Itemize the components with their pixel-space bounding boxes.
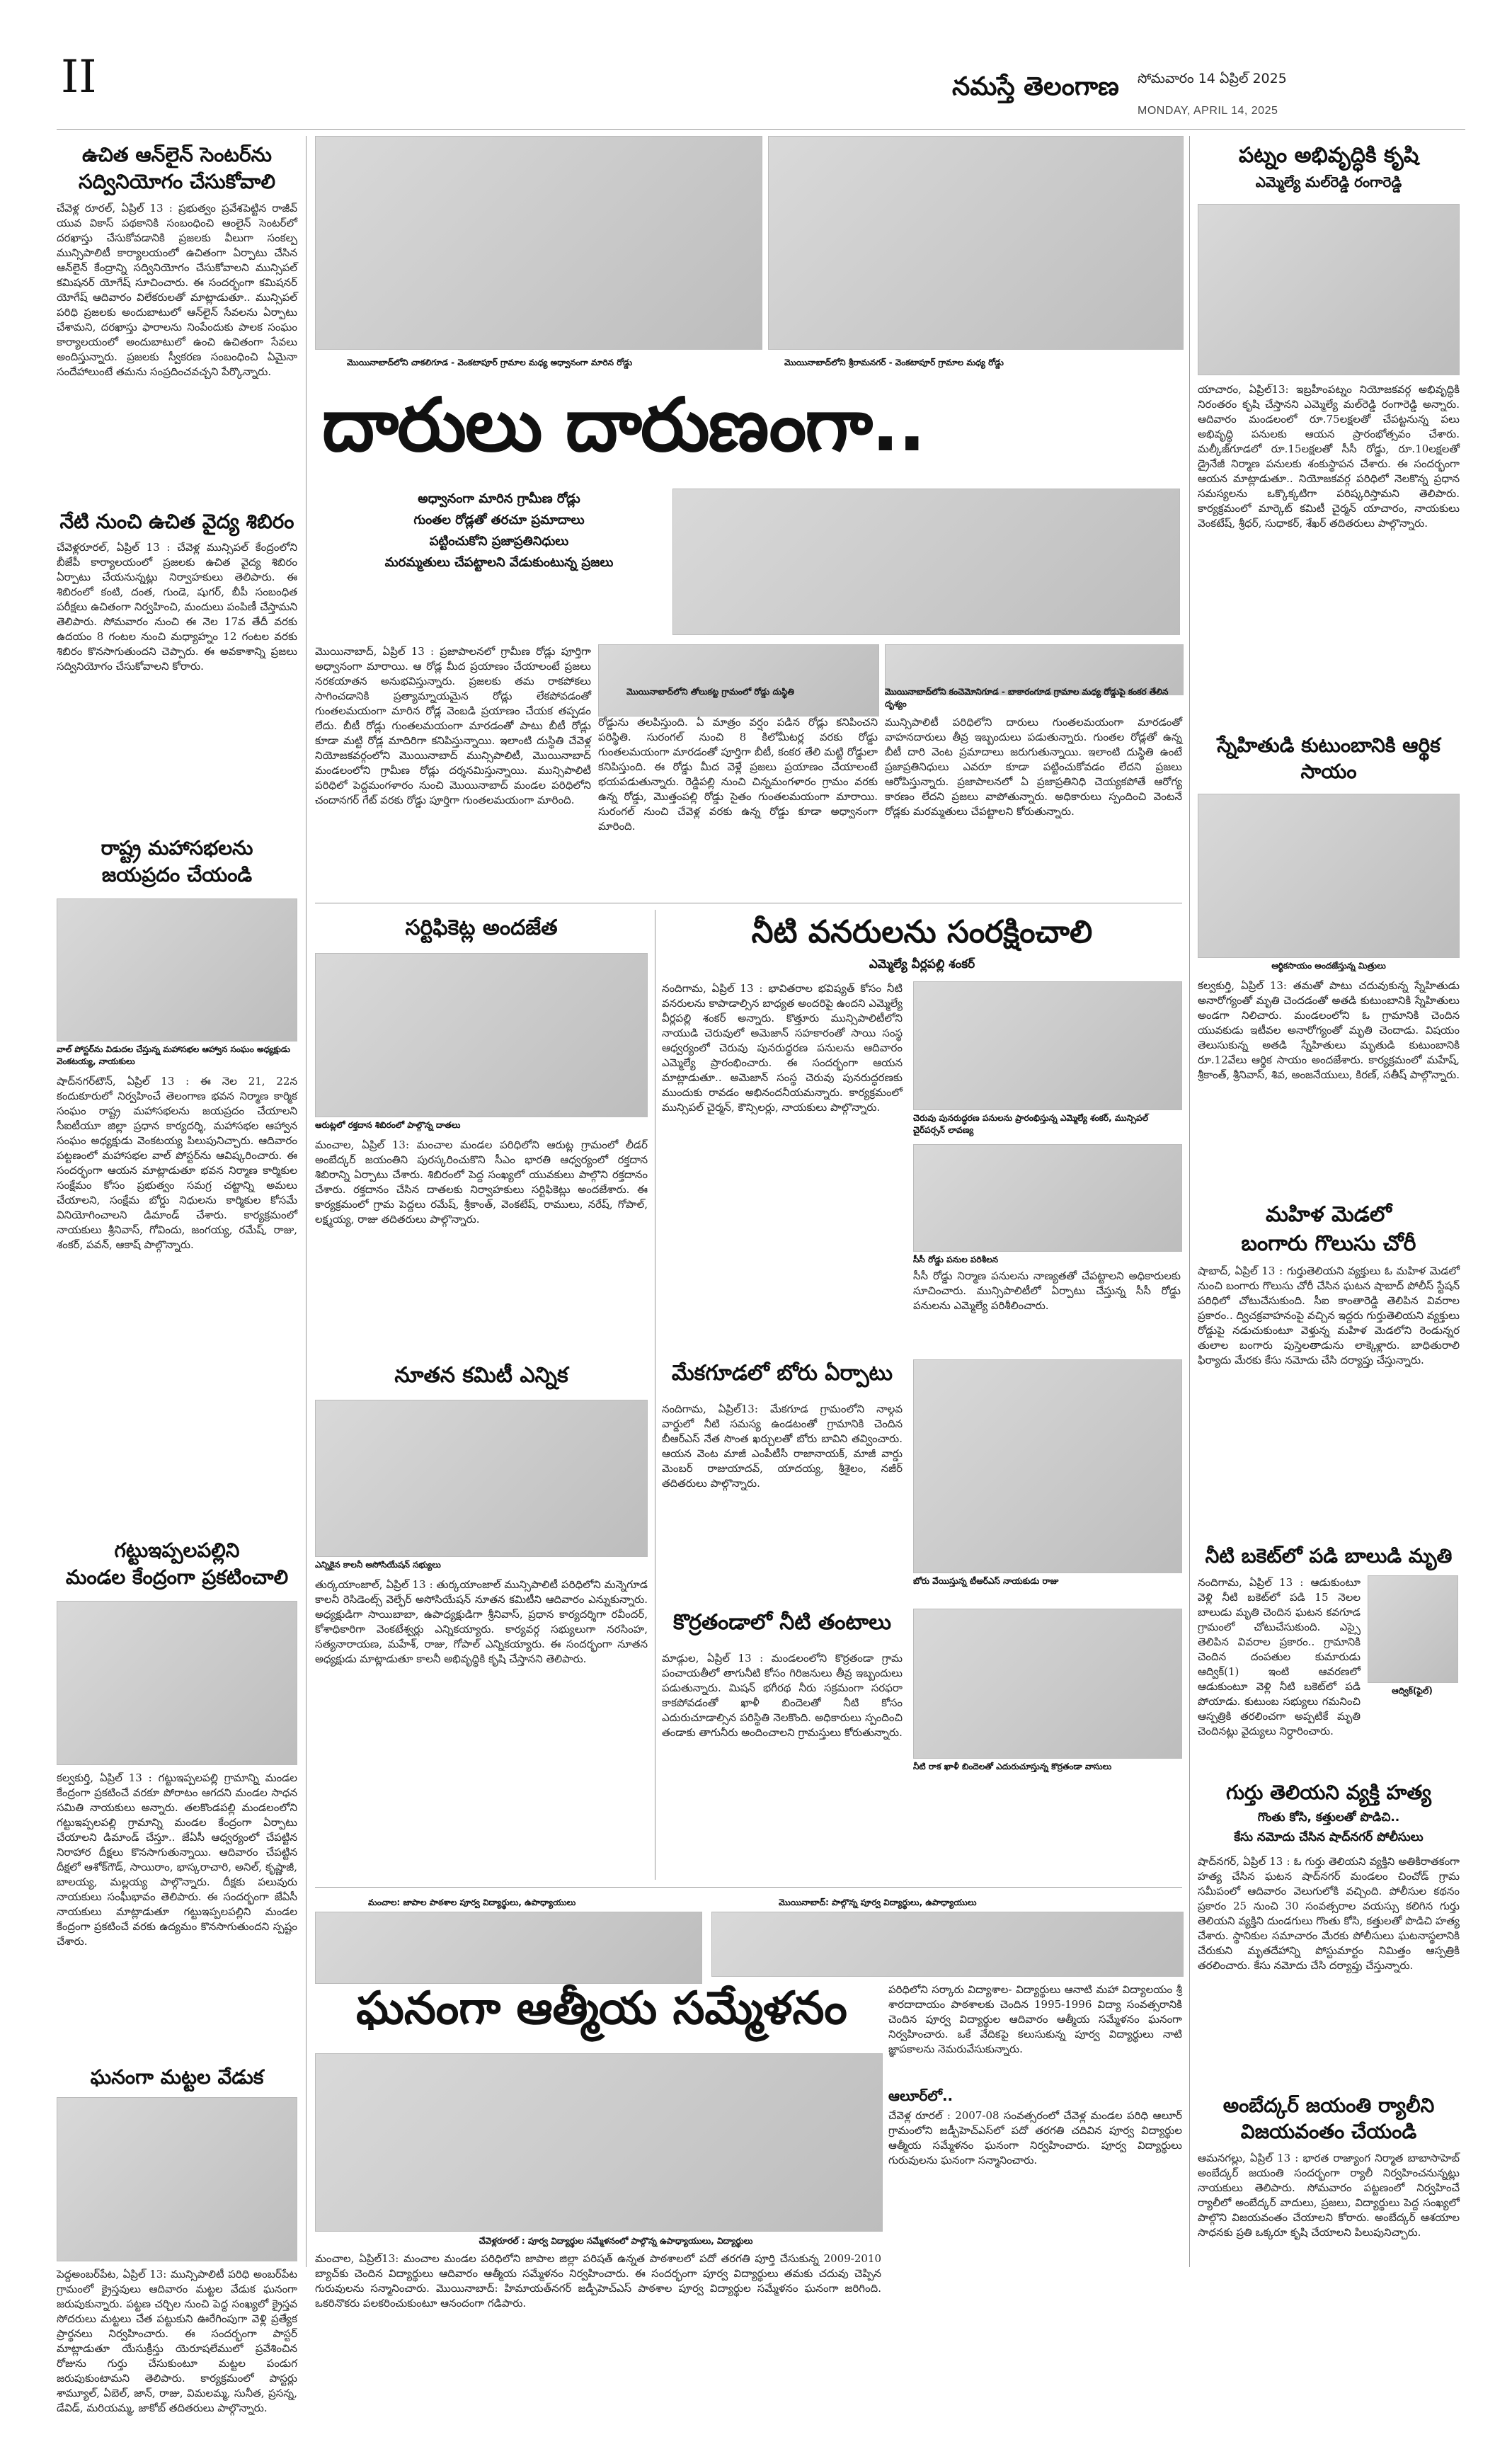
article-title: మండల కేంద్రంగా ప్రకటించాలి bbox=[65, 1565, 289, 1589]
photo-caption: మొయినాబాద్‌లోని చాకలిగూడ - వెంకటాపూర్ గ్రామాల మధ్య అధ్వానంగా మారిన రోడ్డు bbox=[347, 358, 633, 367]
photo-caption: మొయినాబాద్‌లోని తోలుకట్ట గ్రామంలో రోడ్డు దుస్థితి bbox=[626, 687, 794, 697]
article-subtitle: ఆలూర్‌లో.. bbox=[888, 2087, 953, 2104]
feature-body: మంచాల, ఏప్రిల్13: మంచాల మండల పరిధిలోని జాపాల జిల్లా పరిషత్ ఉన్నత పాఠశాలలో పదో తరగతి పూర్తి చేసుకున్న 2009-2010 బ్యాచ్‌కు చెందిన విద్యార్థులు ఆదివారం ఆత్మీయ సమ్మేళనం నిర్వహించారు. ఈ సందర్భంగా పూర్వ విద్యార్థులు తమకు చదువు చెప్పిన గురువులను సన్మానించారు. మొయినాబాద్: హిమాయత్‌నగర్ జడ్పీహెచ్ఎస్ పాఠశాల పూర్వ విద్యార్థుల సమ్మేళనం ఘనంగా జరిగింది. ఒకరినొకరు పలకరించుకుంటూ ఆనందంగా గడిపారు. bbox=[315, 2252, 881, 2310]
article-title: అంబేద్కర్ జయంతి ర్యాలీని bbox=[1222, 2093, 1435, 2117]
article-title: గట్టుఇప్పలపల్లిని bbox=[114, 1538, 240, 1562]
article-subtitle: గొంతు కోసి, కత్తులతో పొడిచి.. bbox=[1257, 1810, 1400, 1825]
article-body: మంచాల, ఏప్రిల్ 13: మంచాల మండల పరిధిలోని ఆరుట్ల గ్రామంలో లీడర్ అంబేద్కర్ జయంతిని పురస్కరించుకొని సీఎం భారతి ఆధ్వర్యంలో రక్తదాన శిబిరాన్ని ఏర్పాటు చేశారు. శిబిరంలో పెద్ద సంఖ్యలో యువకులు పాల్గొని రక్తదానం చేశారు. రక్తదానం చేసిన దాతలకు నిర్వాహకులు సర్టిఫికెట్లు అందజేశారు. ఈ కార్యక్రమంలో గ్రామ పెద్దలు రమేష్, శ్రీకాంత్, వెంకటేష్, రాములు, నరేష్, గోపాల్, లక్ష్మయ్య, రాజు తదితరులు పాల్గొన్నారు. bbox=[315, 1138, 648, 1226]
feature-photo-mid bbox=[598, 644, 879, 717]
photo-caption: మొయినాబాద్‌లోని శ్రీరామనగర్ - వెంకటాపూర్ గ్రామాల మధ్య రోడ్డు bbox=[784, 358, 1004, 367]
article-body: మాడ్గుల, ఏప్రిల్ 13 : మండలంలోని కొర్రతండా గ్రామ పంచాయతీలో తాగునీటి కోసం గిరిజనులు తీవ్ర ఇబ్బందులు పడుతున్నారు. మిషన్ భగీరథ నీరు సక్రమంగా సరఫరా కాకపోవడంతో ఖాళీ బిందెలతో నీటి కోసం ఎదురుచూడాల్సిన పరిస్థితి నెలకొంది. అధికారులు స్పందించి తండాకు తాగునీరు అందించాలని గ్రామస్తులు కోరుతున్నారు. bbox=[662, 1652, 903, 1740]
feature-photo-bottom bbox=[315, 2053, 883, 2232]
article-title: సర్టిఫికెట్ల అందజేత bbox=[405, 915, 558, 940]
deck-line: అధ్వానంగా మారిన గ్రామీణ రోడ్లు bbox=[418, 491, 580, 506]
photo-caption: సీసీ రోడ్డు పనుల పరిశీలన bbox=[913, 1255, 999, 1265]
masthead-rule bbox=[57, 129, 1465, 130]
article-title: ఉచిత ఆన్‌లైన్ సెంటర్‌ను bbox=[82, 143, 272, 166]
article-photo bbox=[913, 1144, 1182, 1252]
article-title: పట్నం అభివృద్ధికి కృషి bbox=[1238, 143, 1419, 168]
article-photo bbox=[57, 1601, 297, 1765]
article-body: తుర్కయాంజాల్, ఏప్రిల్ 13 : తుర్కయాంజాల్ మున్సిపాలిటీ పరిధిలోని మన్నెగూడ కాలనీ రెసిడెంట్స్ వెల్ఫేర్ అసోసియేషన్ నూతన కమిటీని ఆదివారం ఎన్నుకున్నారు. అధ్యక్షుడిగా సాయిబాబా, ఉపాధ్యక్షుడిగా శ్రీనివాస్, ప్రధాన కార్యదర్శిగా రవీందర్, కోశాధికారిగా వెంకటేశ్వర్లు ఎన్నికయ్యారు. కార్యవర్గ సభ్యులుగా నరసింహ, సత్యనారాయణ, మహేశ్, రాజు, గోపాల్ ఎన్నికయ్యారు. ఈ సందర్భంగా నూతన అధ్యక్షుడు మాట్లాడుతూ కాలనీ అభివృద్ధికి కృషి చేస్తానని తెలిపారు. bbox=[315, 1578, 648, 1665]
article-title: గుర్తు తెలియని వ్యక్తి హత్య bbox=[1226, 1780, 1431, 1804]
article-photo bbox=[913, 1609, 1182, 1759]
article-title: విజయవంతం చేయండి bbox=[1240, 2120, 1417, 2144]
feature-body: మున్సిపాలిటీ పరిధిలోని దారులు గుంతలమయంగా మారడంతో వాహనదారులు తీవ్ర ఇబ్బందులు పడుతున్నారు. గుంతల రోడ్లతో ఉన్న బీటీ దారి వెంట ప్రమాదాలు జరుగుతున్నాయి. ఇలాంటి దుస్థితి ఉంటే ప్రజాప్రతినిధులు ఎవరూ కూడా పట్టించుకోవడం లేదని ప్రజలు ఆరోపిస్తున్నారు. ప్రజాపాలనలో ఏ ప్రజాప్రతినిధి చెయ్యకపోతే ఆరోగ్య కారణం లేదని ప్రజలు వాపోతున్నారు. అధికారులు స్పందించి వెంటనే రోడ్లకు మరమ్మతులు చేపట్టాలని కోరుతున్నారు. bbox=[885, 716, 1182, 818]
article-subtitle: కేసు నమోదు చేసిన షాద్‌నగర్ పోలీసులు bbox=[1234, 1830, 1424, 1844]
photo-caption: వాల్ పోస్టర్‌ను విడుదల చేస్తున్న మహాసభల ఆహ్వాన సంఘం అధ్యక్షుడు వెంకటయ్య, నాయకులు bbox=[57, 1044, 290, 1066]
date-telugu: సోమవారం 14 ఏప్రిల్ 2025 bbox=[1138, 71, 1287, 86]
article-photo bbox=[913, 1359, 1182, 1573]
article-title: రాష్ట్ర మహాసభలను bbox=[101, 836, 253, 860]
photo-caption: ఆద్విక్(ఫైల్) bbox=[1392, 1685, 1433, 1696]
article-photo bbox=[1198, 794, 1460, 958]
feature-photo-left bbox=[315, 1912, 702, 1984]
photo-caption: నీటి రాక ఖాళీ బిందెలతో ఎదురుచూస్తున్న కొర్రతండా వాసులు bbox=[913, 1762, 1112, 1772]
article-body: చేవెళ్ల రూరల్, ఏప్రిల్ 13 : ప్రభుత్వం ప్రవేశపెట్టిన రాజీవ్ యువ వికాస్ పథకానికి సంబంధించి ఆంలైన్ సెంటర్‌లో దరఖాస్తు చేసుకోవడానికి ప్రజలకు వీలుగా సంకల్ప మున్సిపాలిటీ కార్యాలయంలో ఉచితంగా ఏర్పాటు చేసిన ఆన్‌లైన్ కేంద్రాన్ని సద్వినియోగం చేసుకోవాలని మున్సిపల్ కమిషనర్ యోగేష్ సూచించారు. ఈ సందర్భంగా కమిషనర్ యోగేష్ ఆదివారం విలేకరులతో మాట్లాడుతూ.. మున్సిపల్ పరిధి ప్రజలకు అందుబాటులో ఆన్‌లైన్ సేవలను ఏర్పాటు చేశామని, దరఖాస్తు ఫారాలను నింపేందుకు పాలక సంఘం కార్యాలయంలో అందుబాటులో ఉంచి ఉచితంగా సేవలు అందిస్తున్నారు. ప్రజలకు స్వీకరణ సంబంధించి ఏమైనా సందేహాలుంటే తమను సంప్రదించవచ్చని పేర్కొన్నారు. bbox=[57, 201, 297, 378]
article-title: మేకగూడలో బోరు ఏర్పాటు bbox=[671, 1361, 893, 1386]
article-body: షాద్‌నగర్‌టౌన్, ఏప్రిల్ 13 : ఈ నెల 21, 22న కందుకూరులో నిర్వహించే తెలంగాణ భవన నిర్మాణ కార్మిక సంఘం రాష్ట్ర మహాసభలను జయప్రదం చేయాలని సీఐటీయూ జిల్లా ప్రధాన కార్యదర్శి, మహాసభల ఆహ్వాన సంఘం అధ్యక్షుడు వెంకటయ్య పిలుపునిచ్చారు. ఆదివారం పట్టణంలో మహాసభల వాల్ పోస్టర్‌ను ఆవిష్కరించారు. ఈ సందర్భంగా ఆయన మాట్లాడుతూ భవన నిర్మాణ కార్మికుల సంక్షేమం కోసం ప్రభుత్వం సమగ్ర చట్టాన్ని అమలు చేయాలని, సంక్షేమ బోర్డు నిధులను కార్మికుల కోసమే వినియోగించాలని డిమాండ్ చేశారు. కార్యక్రమంలో నాయకులు శ్రీనివాస్, గోవిందు, జంగయ్య, రమేష్, రాజు, శంకర్, పవన్, ఆకాష్ పాల్గొన్నారు. bbox=[57, 1074, 297, 1251]
newspaper-name: నమస్తే తెలంగాణ bbox=[952, 72, 1119, 101]
page-number: II bbox=[61, 51, 97, 103]
article-title: బంగారు గొలుసు చోరీ bbox=[1241, 1231, 1416, 1256]
middle-right-column bbox=[662, 910, 1182, 1880]
article-photo bbox=[315, 953, 648, 1117]
photo-caption: చేవెళ్లరూరల్ : పూర్వ విద్యార్థుల సమ్మేళనంలో పాల్గొన్న ఉపాధ్యాయులు, విద్యార్థులు bbox=[479, 2236, 753, 2246]
photo-caption: ఆర్థికసాయం అందజేస్తున్న మిత్రులు bbox=[1271, 961, 1386, 971]
article-body: యాచారం, ఏప్రిల్13: ఇబ్రహీంపట్నం నియోజకవర్గ అభివృద్ధికి నిరంతరం కృషి చేస్తానని ఎమ్మెల్యే మల్‌రెడ్డి రంగారెడ్డి అన్నారు. ఆదివారం మండలంలో రూ.75లక్షలతో చేపట్టనున్న పలు అభివృద్ధి పనులకు ఆయన ప్రారంభోత్సవం చేశారు. మల్కీజ్‌గూడలో రూ.15లక్షలతో సీసీ రోడ్డు, రూ.10లక్షలతో డ్రైనేజీ నిర్మాణ పనులకు శంకుస్థాపన చేశారు. ఈ సందర్భంగా ఆయన మాట్లాడుతూ.. నియోజకవర్గ పరిధిలో నెలకొన్న ప్రధాన సమస్యలను ఒక్కొక్కటిగా పరిష్కరిస్తామని తెలిపారు. కార్యక్రమంలో మార్కెట్ కమిటీ చైర్మన్ యాచారం, నాయకులు వెంకటేష్, శ్రీధర్, సుధాకర్, శేఖర్ తదితరులు పాల్గొన్నారు. bbox=[1198, 382, 1460, 530]
article-body: షాబాద్, ఏప్రిల్ 13 : గుర్తుతెలియని వ్యక్తులు ఓ మహిళ మెడలో నుంచి బంగారు గొలుసు చోరీ చేసిన ఘటన షాబాద్ పోలీస్ స్టేషన్ పరిధిలో చోటుచేసుకుంది. సీఐ కాంతారెడ్డి తెలిపిన వివరాల ప్రకారం.. ద్విచక్రవాహనంపై వచ్చిన ఇద్దరు గుర్తుతెలియని వ్యక్తులు రోడ్డుపై నడుచుకుంటూ వెళ్తున్న మహిళ మెడలోని రెండున్నర తులాల బంగారు పుస్తెలతాడును లాక్కెళ్లారు. బాధితురాలి ఫిర్యాదు మేరకు కేసు నమోదు చేసి దర్యాప్తు చేస్తున్నారు. bbox=[1198, 1265, 1460, 1367]
photo-caption: మంచాల: జాపాల పాఠశాల పూర్వ విద్యార్థులు, ఉపాధ్యాయులు bbox=[368, 1897, 576, 1907]
photo-caption: చెరువు పునరుద్ధరణ పనులను ప్రారంభిస్తున్న ఎమ్మెల్యే శంకర్, మున్సిపల్ చైర్‌పర్సన్ లావణ్య bbox=[913, 1113, 1148, 1136]
feature-photo-left bbox=[315, 136, 762, 350]
article-title: మహిళ మెడలో bbox=[1266, 1202, 1392, 1228]
article-title: ఘనంగా మట్టల వేడుక bbox=[90, 2065, 264, 2089]
feature-headline: ఘనంగా ఆత్మీయ సమ్మేళనం bbox=[356, 1982, 847, 2035]
article-photo bbox=[315, 1400, 648, 1557]
article-photo bbox=[913, 981, 1182, 1110]
left-column bbox=[57, 136, 297, 2415]
article-subtitle: ఎమ్మెల్యే వీర్లపల్లి శంకర్ bbox=[869, 957, 975, 972]
feature-body: చేవెళ్ల రూరల్ : 2007-08 సంవత్సరంలో చేవెళ్ల మండల పరిధి ఆలూర్ గ్రామంలోని జడ్పీహెచ్ఎస్‌లో పదో తరగతి చదివిన పూర్వ విద్యార్థుల ఆత్మీయ సమ్మేళనం ఘనంగా నిర్వహించారు. పూర్వ విద్యార్థులు గురువులను ఘనంగా సన్మానించారు. bbox=[888, 2109, 1182, 2167]
feature-photo-right bbox=[768, 136, 1184, 350]
photo-caption: బోరు వేయిస్తున్న టీఆర్ఎస్ నాయకుడు రాజు bbox=[913, 1576, 1059, 1587]
photo-caption: ఎన్నికైన కాలనీ అసోసియేషన్ సభ్యులు bbox=[315, 1560, 441, 1570]
column-divider bbox=[306, 136, 307, 2267]
article-body: షాద్‌నగర్, ఏప్రిల్ 13 : ఓ గుర్తు తెలియని వ్యక్తిని అతికిరాతకంగా హత్య చేసిన ఘటన షాద్‌నగర్ మండలం చించోడ్ గ్రామ సమీపంలో ఆదివారం వెలుగులోకి వచ్చింది. పోలీసుల కథనం ప్రకారం 25 నుంచి 30 సంవత్సరాల వయస్సు కలిగిన గుర్తు తెలియని వ్యక్తిని దుండగులు గొంతు కోసి, కత్తులతో పొడిచి హత్య చేశారు. స్థానికుల సమాచారం మేరకు పోలీసులు ఘటనాస్థలానికి చేరుకుని మృతదేహాన్ని పోస్టుమార్టం నిమిత్తం ఆస్పత్రికి తరలించారు. కేసు నమోదు చేసి దర్యాప్తు చేస్తున్నారు. bbox=[1198, 1854, 1460, 1972]
article-photo bbox=[57, 2097, 297, 2261]
article-body: కల్వకుర్తి, ఏప్రిల్ 13: తమతో పాటు చదువుకున్న స్నేహితుడు అనారోగ్యంతో మృతి చెందడంతో అతడి కుటుంబానికి స్నేహితులు అండగా నిలిచారు. మండలంలోని ఓ గ్రామానికి చెందిన యువకుడు ఇటీవల అనారోగ్యంతో మృతి చెందాడు. విషయం తెలుసుకున్న అతడి స్నేహితులు మృతుడి కుటుంబానికి రూ.12వేలు ఆర్థిక సాయం అందజేశారు. కార్యక్రమంలో మహేష్, శ్రీకాంత్, శ్రీనివాస్, శివ, అంజనేయులు, కిరణ్, సతీష్ పాల్గొన్నారు. bbox=[1198, 979, 1460, 1082]
article-body: నందిగామ, ఏప్రిల్ 13 : ఆడుకుంటూ వెళ్లి నీటి బకెట్‌లో పడి 15 నెలల బాలుడు మృతి చెందిన ఘటన కవగూడ గ్రామంలో చోటుచేసుకుంది. ఎస్సై తెలిపిన వివరాల ప్రకారం.. గ్రామానికి చెందిన దంపతుల కుమారుడు ఆద్విక్(1) ఇంటి ఆవరణలో ఆడుకుంటూ వెళ్లి నీటి బకెట్‌లో పడి పోయాడు. కుటుంబ సభ్యులు గమనించి ఆస్పత్రికి తరలించగా అప్పటికే మృతి చెందినట్లు వైద్యులు నిర్ధారించారు. bbox=[1198, 1575, 1361, 1737]
article-body: నందిగామ, ఏప్రిల్ 13 : భావితరాల భవిష్యత్ కోసం నీటి వనరులను కాపాడాల్సిన బాధ్యత అందరిపై ఉందని ఎమ్మెల్యే వీర్లపల్లి శంకర్ అన్నారు. కొత్తూరు మున్సిపాలిటీలోని నాయుడి చెరువులో అమెజాన్ సహకారంతో సాయి సంస్థ ఆధ్వర్యంలో చెరువు పునరుద్ధరణ పనులను ఆదివారం ఎమ్మెల్యే ప్రారంభించారు. ఈ సందర్భంగా ఆయన మాట్లాడుతూ.. అమెజాన్ సంస్థ చెరువు పునరుద్ధరణకు ముందుకు రావడం అభినందనీయమన్నారు. కార్యక్రమంలో మున్సిపల్ చైర్మన్, కౌన్సిలర్లు, నాయకులు పాల్గొన్నారు. bbox=[662, 982, 903, 1114]
feature-deck bbox=[333, 489, 665, 573]
article-title: సద్వినియోగం చేసుకోవాలి bbox=[79, 169, 275, 193]
article-title: కొర్రతండాలో నీటి తంటాలు bbox=[673, 1610, 891, 1636]
column-divider bbox=[1189, 136, 1190, 2267]
feature-photo-inset bbox=[672, 489, 1180, 635]
feature-body: పరిధిలోని సర్కారు విద్యాశాల- విద్యార్థులు ఆనాటి మహా విద్యాలయం శ్రీ శారదాదాయం పాఠశాలకు చెందిన 1995-1996 విద్యా సంవత్సరానికి చెందిన పూర్వ విద్యార్థుల ఆదివారం ఆత్మీయ సమ్మేళనం ఘనంగా నిర్వహించారు. ఒకే వేదికపై కలుసుకున్న పూర్వ విద్యార్థులు నాటి జ్ఞాపకాలను నెమరువేసుకున్నారు. bbox=[888, 1983, 1182, 2055]
photo-caption: మొయినాబాద్‌లోని కంచెమోనిగూడ - బాకారంగూడ గ్రామాల మధ్య రోడ్డుపై కంకర తేలిన దృశ్యం bbox=[885, 687, 1169, 709]
deck-line: మరమ్మతులు చేపట్టాలని వేడుకుంటున్న ప్రజలు bbox=[384, 555, 614, 570]
article-subtitle: ఎమ్మెల్యే మల్‌రెడ్డి రంగారెడ్డి bbox=[1255, 173, 1402, 190]
feature-headline: దారులు దారుణంగా.. bbox=[322, 382, 924, 468]
article-body: ఆమనగల్లు, ఏప్రిల్ 13 : భారత రాజ్యాంగ నిర్మాత బాబాసాహెబ్ అంబేద్కర్ జయంతి సందర్భంగా ర్యాలీ నిర్వహించనున్నట్లు నాయకులు తెలిపారు. సోమవారం పట్టణంలో నిర్వహించే ర్యాలీలో అంబేద్కర్ వాదులు, ప్రజలు, విద్యార్థులు పెద్ద సంఖ్యలో పాల్గొని విజయవంతం చేయాలని కోరారు. అంబేద్కర్ ఆశయాల సాధనకు ప్రతి ఒక్కరూ కృషి చేయాలని పిలుపునిచ్చారు. bbox=[1198, 2152, 1460, 2239]
article-title: నేటి నుంచి ఉచిత వైద్య శిబిరం bbox=[59, 509, 294, 533]
feature-body: రోడ్డును తలపిస్తుంది. ఏ మాత్రం వర్షం పడిన రోడ్లు కనిపించని పరిస్థితి. సురంగల్ నుంచి 8 కిలోమీటర్ల వరకు రోడ్డు గుంతలమయంగా మారడంతో పూర్తిగా బీటీ, కంకర తేలి మట్టి రోడ్డులా కనిపిస్తుంది. ఈ రోడ్డు మీద వెళ్లే ప్రజలు ప్రయాణం చేయాలంటే భయపడుతున్నారు. రెడ్డిపల్లి నుంచి చిన్నమంగళారం గ్రామం వరకు ఉన్న రోడ్డు, మొత్తంపల్లి రోడ్డు సైతం గుంతలమయంగా మారాయి. సురంగల్ నుంచి చేవెళ్ల వరకు ఉన్న రోడ్డు కూడా అధ్వానంగా మారింది. bbox=[598, 716, 878, 833]
article-photo bbox=[57, 898, 297, 1041]
article-title: జయప్రదం చేయండి bbox=[101, 863, 253, 887]
feature-photo-right bbox=[711, 1912, 1184, 1977]
article-title: నీటి బకెట్‌లో పడి బాలుడి మృతి bbox=[1205, 1544, 1453, 1568]
feature-body: మొయినాబాద్, ఏప్రిల్ 13 : ప్రజాపాలనలో గ్రామీణ రోడ్లు పూర్తిగా అధ్వానంగా మారాయి. ఆ రోడ్ల మీద ప్రయాణం చేయాలంటే ప్రజలు నరకయాతన అనుభవిస్తున్నారు. ప్రజలకు తమ రాకపోకలు సాగించడానికి ప్రత్యామ్నాయమైన రోడ్లు లేకపోవడంతో గుంతలమయంగా మారిన రోడ్ల వెంబడి ప్రయాణం చేయక తప్పడం లేదు. బీటీ రోడ్లు గుంతలమయంగా మారడంతో పాటు బీటీ రోడ్లు కూడా మట్టి రోడ్ల మాదిరిగా కనిపిస్తున్నాయి. ఇలాంటి దుస్థితి చేవెళ్ల నియోజకవర్గంలోని మొయినాబాద్ మున్సిపాలిటీ, మొయినాబాద్ మండలంలోని గ్రామీణ రోడ్లు దర్శనమిస్తున్నాయి. మున్సిపాలిటీ పరిధిలో పెద్దమంగళారం నుంచి మొయినాబాద్ మండల పరిధిలోని చందానగర్ గేట్ వరకు రోడ్డు పూర్తిగా గుంతలమయంగా మారింది. bbox=[315, 645, 591, 806]
deck-line: పట్టించుకోని ప్రజాప్రతినిధులు bbox=[429, 534, 569, 549]
middle-left-column bbox=[315, 910, 648, 1880]
photo-caption: ఆరుట్లలో రక్తదాన శిబిరంలో పాల్గొన్న దాతలు bbox=[315, 1119, 461, 1130]
right-column bbox=[1198, 136, 1460, 2267]
article-body: నందిగామ, ఏప్రిల్13: మేకగూడ గ్రామంలోని నాల్గవ వార్డులో నీటి సమస్య ఉండటంతో గ్రామానికి చెందిన బీఆర్ఎస్ నేత సొంత ఖర్చులతో బోరు బావిని తవ్వించారు. ఆయన వెంట మాజీ ఎంపీటీసీ రాజానాయక్, మాజీ వార్డు మెంబర్ రాజుయాదవ్, యాదయ్య, శ్రీశైలం, నజీర్ తదితరులు పాల్గొన్నారు. bbox=[662, 1403, 903, 1490]
photo-caption: మొయినాబాద్: పాల్గొన్న పూర్వ విద్యార్థులు, ఉపాధ్యాయులు bbox=[779, 1897, 977, 1907]
article-body: కల్వకుర్తి, ఏప్రిల్ 13 : గట్టుఇప్పలపల్లి గ్రామాన్ని మండల కేంద్రంగా ప్రకటించే వరకూ పోరాటం ఆగదని మండల సాధన సమితి నాయకులు అన్నారు. తలకొండపల్లి మండలంలోని గట్టుఇప్పలపల్లి గ్రామాన్ని మండల కేంద్రంగా ఏర్పాటు చేయాలని డిమాండ్ చేస్తూ.. జేఏసీ ఆధ్వర్యంలో చేపట్టిన నిరాహార దీక్షలు కొనసాగుతున్నాయి. ఆదివారం చేపట్టిన దీక్షలో ఆశోక్‌గౌడ్, సాయిరాం, భాస్కరాచారి, అనిల్, కృష్ణాజీ, బాలయ్య, మల్లయ్య పాల్గొన్నారు. దీక్షకు పలువురు నాయకులు సంఘీభావం తెలిపారు. ఈ సందర్భంగా జేఏసీ నాయకులు మాట్లాడుతూ గట్టుఇప్పలపల్లిని మండల కేంద్రంగా ప్రకటించే వరకు ఉద్యమం కొనసాగుతుందని స్పష్టం చేశారు. bbox=[57, 1771, 297, 1948]
article-title: నీటి వనరులను సంరక్షించాలి bbox=[751, 914, 1093, 950]
deck-line: గుంతల రోడ్లతో తరచూ ప్రమాదాలు bbox=[413, 513, 585, 527]
date-english: MONDAY, APRIL 14, 2025 bbox=[1138, 105, 1278, 117]
article-title: నూతన కమిటీ ఎన్నిక bbox=[394, 1362, 568, 1388]
article-body: పెద్దఅంబర్‌పేట, ఏప్రిల్ 13: మున్సిపాలిటీ పరిధి అంబర్‌పేట గ్రామంలో క్రైస్తవులు ఆదివారం మట్టల వేడుక ఘనంగా జరుపుకున్నారు. పట్టణ చర్చిల నుంచి పెద్ద సంఖ్యలో క్రైస్తవ సోదరులు మట్టలు చేత పట్టుకుని ఊరేగింపుగా వెళ్లి ప్రత్యేక ప్రార్థనలు నిర్వహించారు. ఈ సందర్భంగా పాస్టర్ మాట్లాడుతూ యేసుక్రీస్తు యెరూషలేములో ప్రవేశించిన రోజును గుర్తు చేసుకుంటూ మట్టల పండుగ జరుపుకుంటామని తెలిపారు. కార్యక్రమంలో పాస్టర్లు శామ్యూల్, ఏబెల్, జాన్, రాజు, విమలమ్మ, సునీత, ప్రసన్న, డేవిడ్, మరియమ్మ, జాకోబ్ తదితరులు పాల్గొన్నారు. bbox=[57, 2268, 297, 2415]
article-photo bbox=[1368, 1575, 1458, 1683]
article-photo bbox=[1198, 204, 1460, 375]
article-body: సీసీ రోడ్డు నిర్మాణ పనులను నాణ్యతతో చేపట్టాలని అధికారులకు సూచించారు. మున్సిపాలిటీలో ఏర్పాటు చేస్తున్న సీసీ రోడ్డు పనులను ఎమ్మెల్యే పరిశీలించారు. bbox=[913, 1269, 1181, 1313]
article-title: స్నేహితుడి కుటుంబానికి ఆర్థిక సాయం bbox=[1217, 733, 1441, 784]
article-body: చేవెళ్లరూరల్, ఏప్రిల్ 13 : చేవెళ్ల మున్సిపల్ కేంద్రంలోని బీజేపీ కార్యాలయంలో ప్రజలకు ఉచిత వైద్య శిబిరం ఏర్పాటు చేయనున్నట్లు నిర్వాహకులు తెలిపారు. ఈ శిబిరంలో కంటి, దంత, గుండె, షుగర్, బీపీ సంబంధిత పరీక్షలు ఉచితంగా నిర్వహించి, మందులు పంపిణీ చేస్తామని తెలిపారు. సోమవారం నుంచి ఈ నెల 17వ తేదీ వరకు ఉదయం 8 గంటల నుంచి మధ్యాహ్నం 12 గంటల వరకు శిబిరం కొనసాగుతుందని చెప్పారు. ఈ అవకాశాన్ని ప్రజలు సద్వినియోగం చేసుకోవాలని కోరారు. bbox=[57, 541, 297, 673]
section-rule bbox=[315, 1887, 1182, 1888]
